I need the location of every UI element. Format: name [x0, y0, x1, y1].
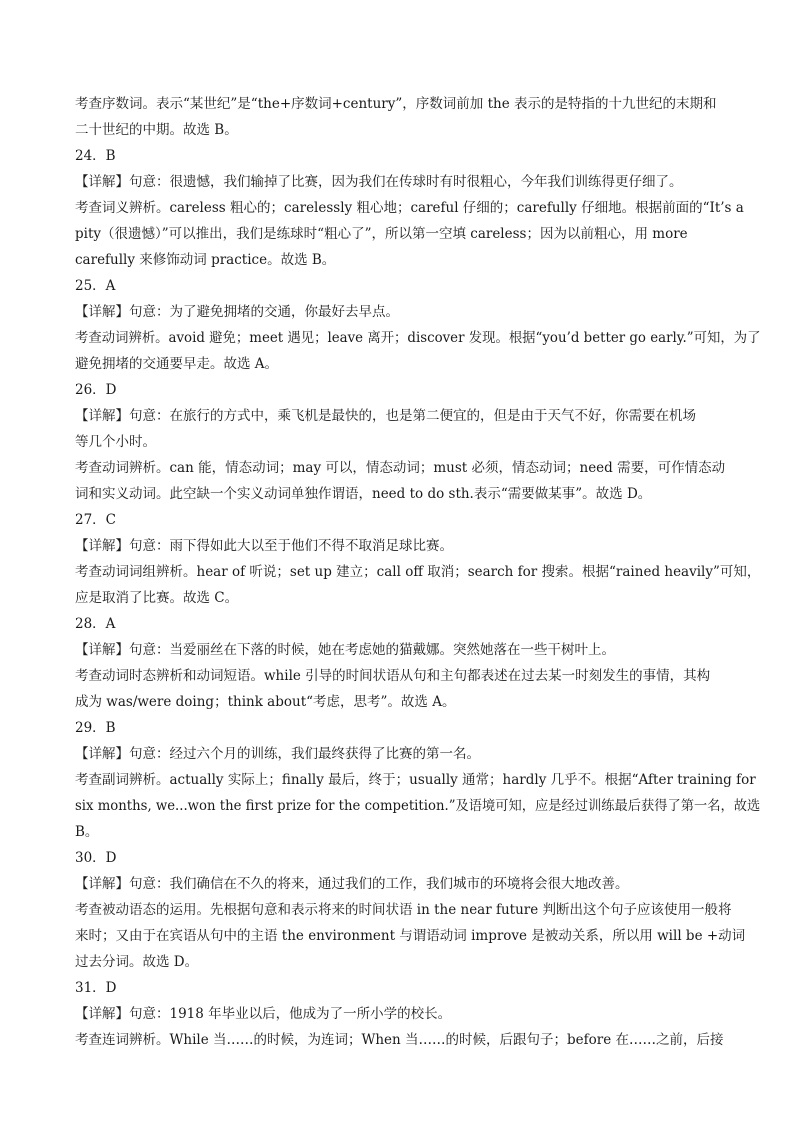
text-line: 考查动词辨析。can 能，情态动词；may 可以，情态动词；must 必须，情态动词；need 需要，可作情态动 [75, 460, 726, 476]
text-line: 考查连词辨析。While 当……的时候，为连词；When 当……的时候，后跟句子；before 在……之前，后接 [75, 1032, 724, 1048]
question-number: 24．B [75, 148, 116, 164]
question-number: 27．C [75, 512, 117, 528]
text-line: pity（很遗憾）”可以推出，我们是练球时“粗心了”，所以第一空填 careless；因为以前粗心，用 more [75, 226, 688, 242]
text-line: 二十世纪的中期。故选 B。 [75, 122, 238, 138]
text-line: 考查被动语态的运用。先根据句意和表示将来的时间状语 in the near future 判断出这个句子应该使用一般将 [75, 902, 732, 918]
text-line: 考查动词词组辨析。hear of 听说；set up 建立；call off 取消；search for 搜索。根据“rained heavily”可知， [75, 564, 761, 580]
text-line: 考查副词辨析。actually 实际上；finally 最后，终于；usually 通常；hardly 几乎不。根据“After training for [75, 772, 756, 788]
question-number: 29．B [75, 720, 116, 736]
text-line: 应是取消了比赛。故选 C。 [75, 590, 239, 606]
text-line: 【详解】句意：经过六个月的训练，我们最终获得了比赛的第一名。 [75, 746, 480, 762]
text-line: 词和实义动词。此空缺一个实义动词单独作谓语，need to do sth.表示“需要做某事”。故选 D。 [75, 486, 652, 502]
question-number: 31．D [75, 980, 117, 996]
question-number: 28．A [75, 616, 116, 632]
text-line: 考查动词辨析。avoid 避免；meet 遇见；leave 离开；discover 发现。根据“you’d better go early.”可知，为了 [75, 330, 761, 346]
text-line: 避免拥堵的交通要早走。故选 A。 [75, 356, 279, 372]
text-line: 考查词义辨析。careless 粗心的；carelessly 粗心地；careful 仔细的；carefully 仔细地。根据前面的“It’s a [75, 200, 744, 216]
question-number: 25．A [75, 278, 116, 294]
text-line: carefully 来修饰动词 practice。故选 B。 [75, 252, 336, 268]
text-line: 【详解】句意：很遗憾，我们输掉了比赛，因为我们在传球时有时很粗心，今年我们训练得更仔细了。 [75, 174, 683, 190]
text-line: 过去分词。故选 D。 [75, 954, 199, 970]
text-line: 【详解】句意：我们确信在不久的将来，通过我们的工作，我们城市的环境将会很大地改善。 [75, 876, 629, 892]
text-line: 等几个小时。 [75, 434, 156, 450]
text-line: 【详解】句意：1918 年毕业以后，他成为了一所小学的校长。 [75, 1006, 452, 1022]
text-line: 考查序数词。表示“某世纪”是“the+序数词+century”，序数词前加 the 表示的是特指的十九世纪的末期和 [75, 96, 717, 112]
text-line: 来时；又由于在宾语从句中的主语 the environment 与谓语动词 improve 是被动关系，所以用 will be +动词 [75, 928, 746, 944]
text-line: six months, we...won the first prize for the competition.”及语境可知，应是经过训练最后获得了第一名，故选 [75, 798, 761, 814]
text-line: 考查动词时态辨析和动词短语。while 引导的时间状语从句和主句都表述在过去某一时刻发生的事情，其构 [75, 668, 711, 684]
question-number: 26．D [75, 382, 117, 398]
text-line: 【详解】句意：雨下得如此大以至于他们不得不取消足球比赛。 [75, 538, 453, 554]
text-line: 【详解】句意：当爱丽丝在下落的时候，她在考虑她的猫戴娜。突然她落在一些干树叶上。 [75, 642, 615, 658]
text-line: B。 [75, 824, 99, 840]
text-line: 成为 was/were doing；think about“考虑，思考”。故选 A。 [75, 694, 456, 710]
question-number: 30．D [75, 850, 117, 866]
text-line: 【详解】句意：在旅行的方式中，乘飞机是最快的，也是第二便宜的，但是由于天气不好，你需要在机场 [75, 408, 696, 424]
text-line: 【详解】句意：为了避免拥堵的交通，你最好去早点。 [75, 304, 399, 320]
